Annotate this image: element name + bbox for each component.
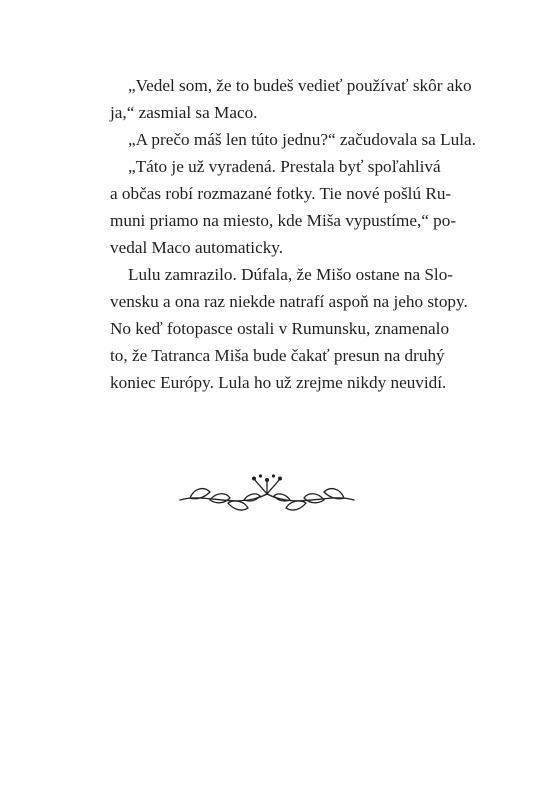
text-line: a občas robí rozmazané fotky. Tie nové pošlú Ru- (110, 184, 452, 203)
text-line: koniec Európy. Lula ho už zrejme nikdy neuvidí. (110, 373, 447, 392)
text-line: to, že Tatranca Miša bude čakať presun na druhý (110, 346, 445, 365)
text-line: Lulu zamrazilo. Dúfala, že Mišo ostane na Slo- (128, 265, 454, 284)
text-line: muni priamo na miesto, kde Miša vypustíme,“ po- (110, 211, 457, 230)
text-line: vensku a ona raz niekde natrafí aspoň na jeho stopy. (110, 292, 468, 311)
text-line: ja,“ zasmial sa Maco. (110, 103, 258, 122)
text-line: „Táto je už vyradená. Prestala byť spoľahlivá (128, 157, 441, 176)
floral-vine-divider-icon (176, 470, 358, 522)
text-line: No keď fotopasce ostali v Rumunsku, znamenalo (110, 319, 450, 338)
text-line: „A prečo máš len túto jednu?“ začudovala sa Lula. (128, 130, 476, 149)
text-line: vedal Maco automaticky. (110, 238, 284, 257)
text-line: „Vedel som, že to budeš vedieť používať skôr ako (128, 76, 472, 95)
